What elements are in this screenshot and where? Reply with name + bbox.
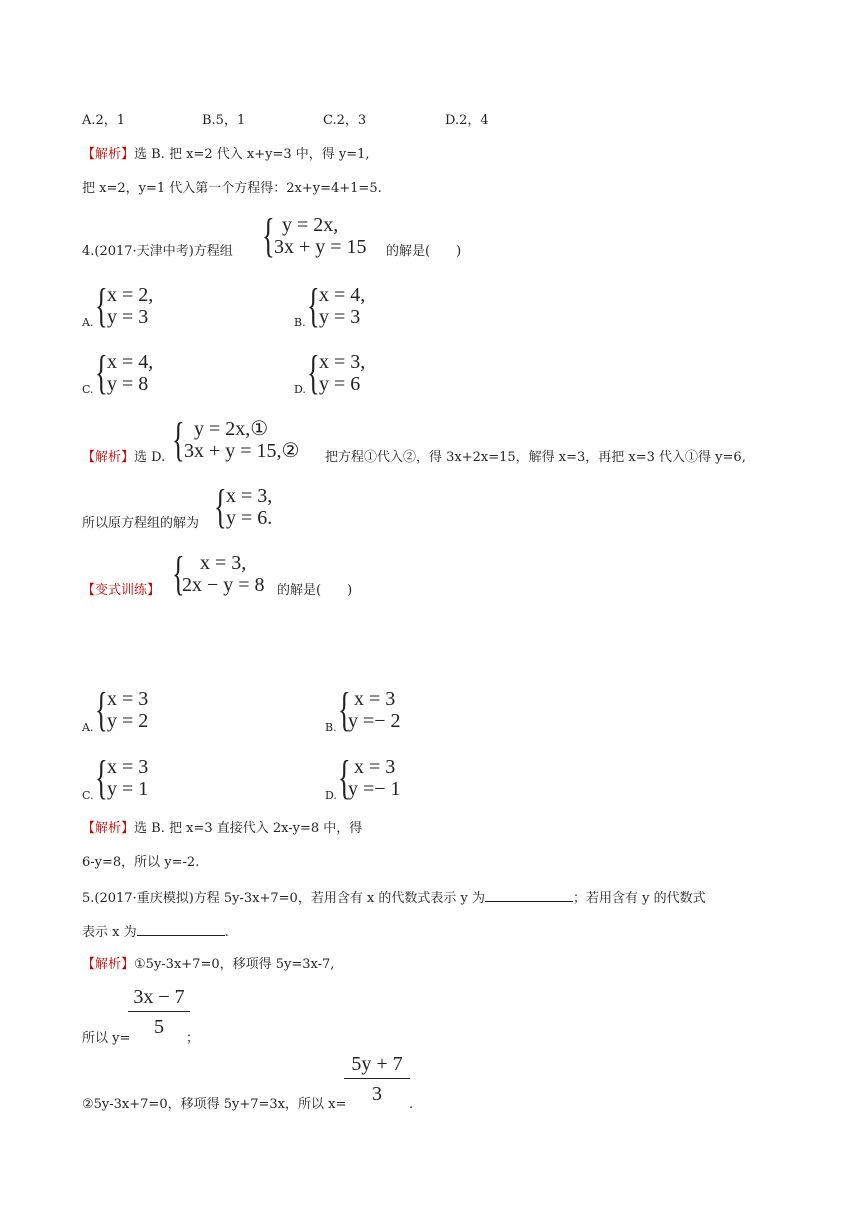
equation-line: x = 3 (107, 756, 149, 778)
q5-stem-line1 (82, 889, 706, 907)
q4-analysis-head (82, 450, 165, 466)
q4-conclusion-prefix: 所以原方程组的解为 (82, 516, 200, 531)
variant-suffix: 的解是( ) (277, 583, 353, 598)
q3-analysis (82, 147, 370, 163)
q5-stem-line2 (82, 923, 229, 941)
fraction-x (344, 1053, 410, 1106)
brace-icon: { (95, 279, 108, 332)
q3-option-d: D.2，4 (445, 113, 489, 128)
analysis-tag: 【解析】 (82, 147, 135, 162)
fraction-denominator: 3 (372, 1083, 382, 1105)
variant-analysis-line2: 6-y=8，所以 y=-2. (82, 855, 200, 870)
q4-option-d (307, 346, 387, 399)
equation-line: y =− 2 (348, 710, 401, 732)
variant-option-c (95, 751, 175, 804)
brace-icon: { (338, 751, 351, 804)
variant-analysis-line1: 选 B. 把 x=3 直接代入 2x-y=8 中，得 (134, 821, 363, 836)
analysis-tag: 【解析】 (82, 821, 135, 836)
brace-icon: { (95, 683, 108, 736)
q4-option-d-label: D. (294, 383, 306, 396)
q4-option-a-label: A. (82, 316, 94, 329)
equation-line: y = 2x, (282, 214, 339, 236)
variant-option-b (338, 683, 428, 736)
q5-line2-prefix: 所以 y= (82, 1031, 131, 1046)
equation-line: x = 3, (200, 552, 247, 574)
fraction-bar (128, 1011, 190, 1012)
equation-line: x = 3, (319, 351, 366, 373)
q4-option-b (307, 279, 387, 332)
q4-option-c (95, 346, 175, 399)
analysis-tag: 【解析】 (82, 450, 135, 465)
q4-stem-prefix: 4.(2017·天津中考)方程组 (82, 244, 233, 259)
equation-line: 2x − y = 8 (182, 574, 265, 596)
equation-line: y = 3 (319, 306, 361, 328)
equation-line: y = 6. (226, 507, 273, 529)
q3-analysis-line1: 选 B. 把 x=2 代入 x+y=3 中，得 y=1, (134, 147, 370, 162)
equation-line: y = 2x,① (194, 418, 269, 440)
q3-option-a: A.2，1 (82, 113, 126, 128)
q5-analysis-line1: ①5y-3x+7=0，移项得 5y=3x-7, (134, 957, 335, 972)
brace-icon: { (172, 413, 185, 466)
q4-option-a (95, 279, 175, 332)
equation-line: x = 3 (107, 688, 149, 710)
variant-option-d-label: D. (325, 789, 337, 802)
variant-equation-system (172, 547, 287, 600)
analysis-choice: 选 D. (134, 450, 166, 465)
equation-line: x = 3, (226, 485, 273, 507)
q4-analysis-text: 把方程①代入②，得 3x+2x=15，解得 x=3，再把 x=3 代入①得 y=6, (325, 450, 746, 465)
brace-icon: { (262, 209, 275, 262)
variant-option-b-label: B. (325, 721, 337, 734)
variant-option-d (338, 751, 428, 804)
equation-line: x = 3 (354, 756, 396, 778)
fraction-denominator: 5 (154, 1016, 164, 1038)
brace-icon: { (307, 346, 320, 399)
brace-icon: { (172, 547, 185, 600)
variant-analysis (82, 821, 362, 837)
q5-stem-part: 5.(2017·重庆模拟)方程 5y-3x+7=0，若用含有 x 的代数式表示 y 为 (82, 891, 486, 906)
brace-icon: { (214, 480, 227, 533)
brace-icon: { (95, 751, 108, 804)
fraction-numerator: 3x − 7 (133, 986, 185, 1008)
answer-blank-2[interactable] (137, 923, 225, 936)
equation-line: 3x + y = 15 (274, 236, 367, 258)
q5-stem-part: ；若用含有 y 的代数式 (573, 891, 706, 906)
variant-tag: 【变式训练】 (82, 583, 161, 598)
q4-conclusion-system (214, 480, 294, 533)
equation-line: y =− 1 (348, 778, 401, 800)
q3-option-c: C.2，3 (323, 113, 367, 128)
equation-line: y = 2 (107, 710, 149, 732)
equation-line: y = 8 (107, 373, 149, 395)
fraction-bar (344, 1078, 410, 1079)
q4-option-c-label: C. (82, 383, 94, 396)
brace-icon: { (307, 279, 320, 332)
q4-equation-system (262, 209, 392, 262)
equation-line: x = 4, (107, 351, 154, 373)
q5-analysis (82, 957, 334, 973)
fraction-y (128, 986, 190, 1039)
analysis-tag: 【解析】 (82, 957, 135, 972)
q3-option-b: B.5，1 (202, 113, 246, 128)
answer-blank-1[interactable] (485, 889, 573, 902)
q4-option-b-label: B. (294, 316, 306, 329)
q3-analysis-line2: 把 x=2，y=1 代入第一个方程得：2x+y=4+1=5. (82, 181, 382, 196)
q5-stem-part: 表示 x 为 (82, 925, 137, 940)
equation-line: x = 3 (354, 688, 396, 710)
variant-option-c-label: C. (82, 789, 94, 802)
variant-option-a-label: A. (82, 721, 94, 734)
q4-analysis-system (172, 413, 332, 466)
q5-line2-suffix: ； (186, 1031, 200, 1046)
equation-line: y = 6 (319, 373, 361, 395)
equation-line: y = 1 (107, 778, 149, 800)
q5-line3-suffix: . (409, 1097, 414, 1112)
equation-line: y = 3 (107, 306, 149, 328)
equation-line: x = 4, (319, 284, 366, 306)
brace-icon: { (95, 346, 108, 399)
equation-line: x = 2, (107, 284, 154, 306)
q5-line3-prefix: ②5y-3x+7=0，移项得 5y+7=3x，所以 x= (82, 1097, 347, 1112)
equation-line: 3x + y = 15,② (184, 440, 300, 462)
fraction-numerator: 5y + 7 (351, 1053, 403, 1075)
brace-icon: { (338, 683, 351, 736)
q4-stem-suffix: 的解是( ) (386, 244, 462, 259)
variant-option-a (95, 683, 175, 736)
q5-stem-part: . (224, 925, 229, 940)
